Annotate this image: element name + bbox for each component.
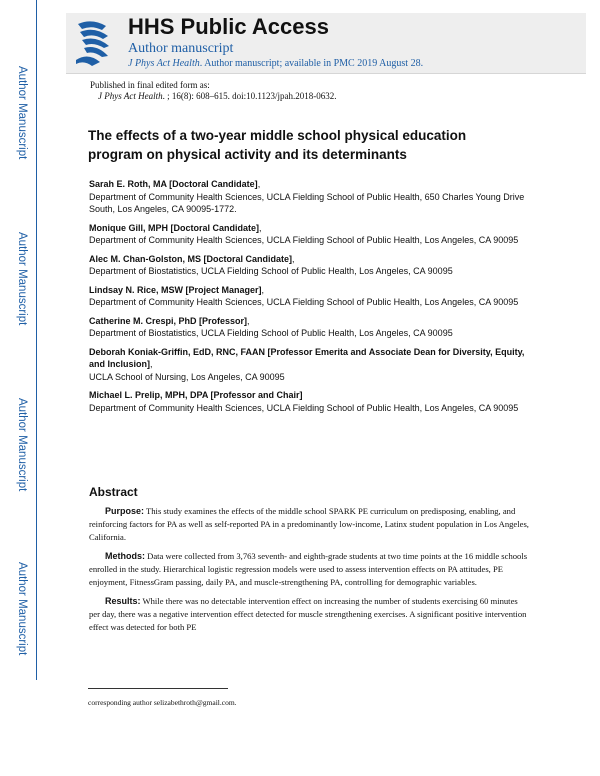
header-availability: . Author manuscript; available in PMC 2019 August 28. — [199, 58, 424, 69]
abstract-purpose-label: Purpose: — [105, 506, 145, 516]
author-name: Alec M. Chan-Golston, MS [Doctoral Candidate] — [89, 253, 293, 264]
author-entry: Deborah Koniak-Griffin, EdD, RNC, FAAN [Professor Emerita and Associate Dean for Diversity, Equity, and Inclusion], UCLA School of Nursing, Los Angeles, CA 90095 — [89, 346, 525, 382]
author-entry: Lindsay N. Rice, MSW [Project Manager], Department of Community Health Sciences, UCLA Fielding School of Public Health, Los Angeles, CA 90095 — [89, 284, 519, 307]
author-name: Sarah E. Roth, MA [Doctoral Candidate] — [89, 179, 258, 189]
abstract-results-label: Results: — [105, 596, 141, 606]
abstract-methods-label: Methods: — [105, 551, 145, 561]
footnote-divider — [88, 688, 228, 689]
header-journal-name: J Phys Act Health — [128, 58, 200, 69]
author-entry: Monique Gill, MPH [Doctoral Candidate], Department of Community Health Sciences, UCLA Fielding School of Public Health, Los Angeles, CA 90095 — [89, 222, 519, 245]
article-title: The effects of a two-year middle school physical education program on physical activity and its determinants — [88, 128, 467, 162]
footnote-corresponding-author: corresponding author selizabethroth@gmail.com. — [88, 698, 237, 707]
abstract-results — [89, 595, 529, 634]
citation — [98, 91, 336, 101]
author-affiliation: Department of Community Health Sciences, UCLA Fielding School of Public Health, Los Angeles, CA 90095 — [89, 235, 519, 245]
author-name: Catherine M. Crespi, PhD [Professor] — [89, 315, 248, 326]
author-entry: Alec M. Chan-Golston, MS [Doctoral Candidate], Department of Biostatistics, UCLA Fielding School of Public Health, Los Angeles, CA 90095 — [89, 253, 453, 276]
citation-details: . ; 16(8): 608–615. doi:10.1123/jpah.2018-0632. — [162, 91, 337, 101]
author-entry — [89, 389, 529, 414]
sidebar-label-author-manuscript: Author Manuscript — [16, 66, 28, 160]
author-entry: Sarah E. Roth, MA [Doctoral Candidate], Department of Community Health Sciences, UCLA Fielding School of Public Health, 650 Charles Young Drive South, Los Angeles, CA 90095-1772. — [89, 179, 525, 214]
abstract-purpose — [89, 505, 529, 544]
author-affiliation: Department of Community Health Sciences, UCLA Fielding School of Public Health, Los Angeles, CA 90095 — [89, 402, 519, 413]
abstract-body — [89, 505, 529, 640]
abstract-heading: Abstract — [89, 485, 138, 499]
author-entry: Catherine M. Crespi, PhD [Professor], Department of Biostatistics, UCLA Fielding School of Public Health, Los Angeles, CA 90095 — [89, 315, 453, 338]
sidebar-label-author-manuscript: Author Manuscript — [16, 232, 28, 326]
author-name: Michael L. Prelip, MPH, DPA [Professor and Chair] — [89, 390, 303, 400]
author-list — [89, 178, 529, 420]
author-affiliation: Department of Community Health Sciences, UCLA Fielding School of Public Health, Los Angeles, CA 90095 — [89, 297, 519, 307]
author-name: Monique Gill, MPH [Doctoral Candidate] — [89, 222, 260, 233]
author-name: Lindsay N. Rice, MSW [Project Manager] — [89, 284, 262, 295]
sidebar-label-author-manuscript: Author Manuscript — [16, 562, 28, 656]
abstract-results-text: While there was no detectable intervention effect on increasing the number of students exercising 60 minutes per day, there was a negative intervention effect detected for muscle strengthening exercises. A significant positive intervention effect was detected for both PE — [89, 596, 527, 632]
author-affiliation: Department of Community Health Sciences, UCLA Fielding School of Public Health, 650 Charles Young Drive South, Los Angeles, CA 90095-1772. — [89, 191, 525, 214]
author-affiliation: UCLA School of Nursing, Los Angeles, CA 90095 — [89, 371, 285, 382]
hhs-eagle-logo-icon — [72, 16, 114, 68]
header-journal-line — [128, 58, 423, 69]
published-label: Published in final edited form as: — [90, 80, 210, 90]
header-title: HHS Public Access — [128, 14, 329, 39]
header-subtitle: Author manuscript — [128, 41, 234, 56]
citation-journal: J Phys Act Health — [98, 91, 163, 101]
sidebar-label-author-manuscript: Author Manuscript — [16, 398, 28, 492]
sidebar-rule — [36, 0, 37, 680]
abstract-methods-text: Data were collected from 3,763 seventh- and eighth-grade students at two time points at the 16 middle schools enrolled in the study. Hierarchical logistic regression models were used to assess intervention effects on PA attitudes, PE enjoyment, FitnessGram passing, daily PA, and muscle-strengthening PA, controlling for demographic variables. — [89, 551, 528, 587]
author-affiliation: Department of Biostatistics, UCLA Fielding School of Public Health, Los Angeles, CA 90095 — [89, 266, 453, 276]
abstract-methods — [89, 550, 529, 589]
abstract-purpose-text: This study examines the effects of the middle school SPARK PE curriculum on predisposing, enabling, and reinforcing factors for PA as well as self-reported PA in a predominantly low-income, Latinx student population in Los Angeles, California. — [89, 506, 529, 542]
author-affiliation: Department of Biostatistics, UCLA Fielding School of Public Health, Los Angeles, CA 90095 — [89, 328, 453, 338]
author-name: Deborah Koniak-Griffin, EdD, RNC, FAAN [Professor Emerita and Associate Dean for Diversity, Equity, and Inclusion] — [89, 346, 525, 369]
